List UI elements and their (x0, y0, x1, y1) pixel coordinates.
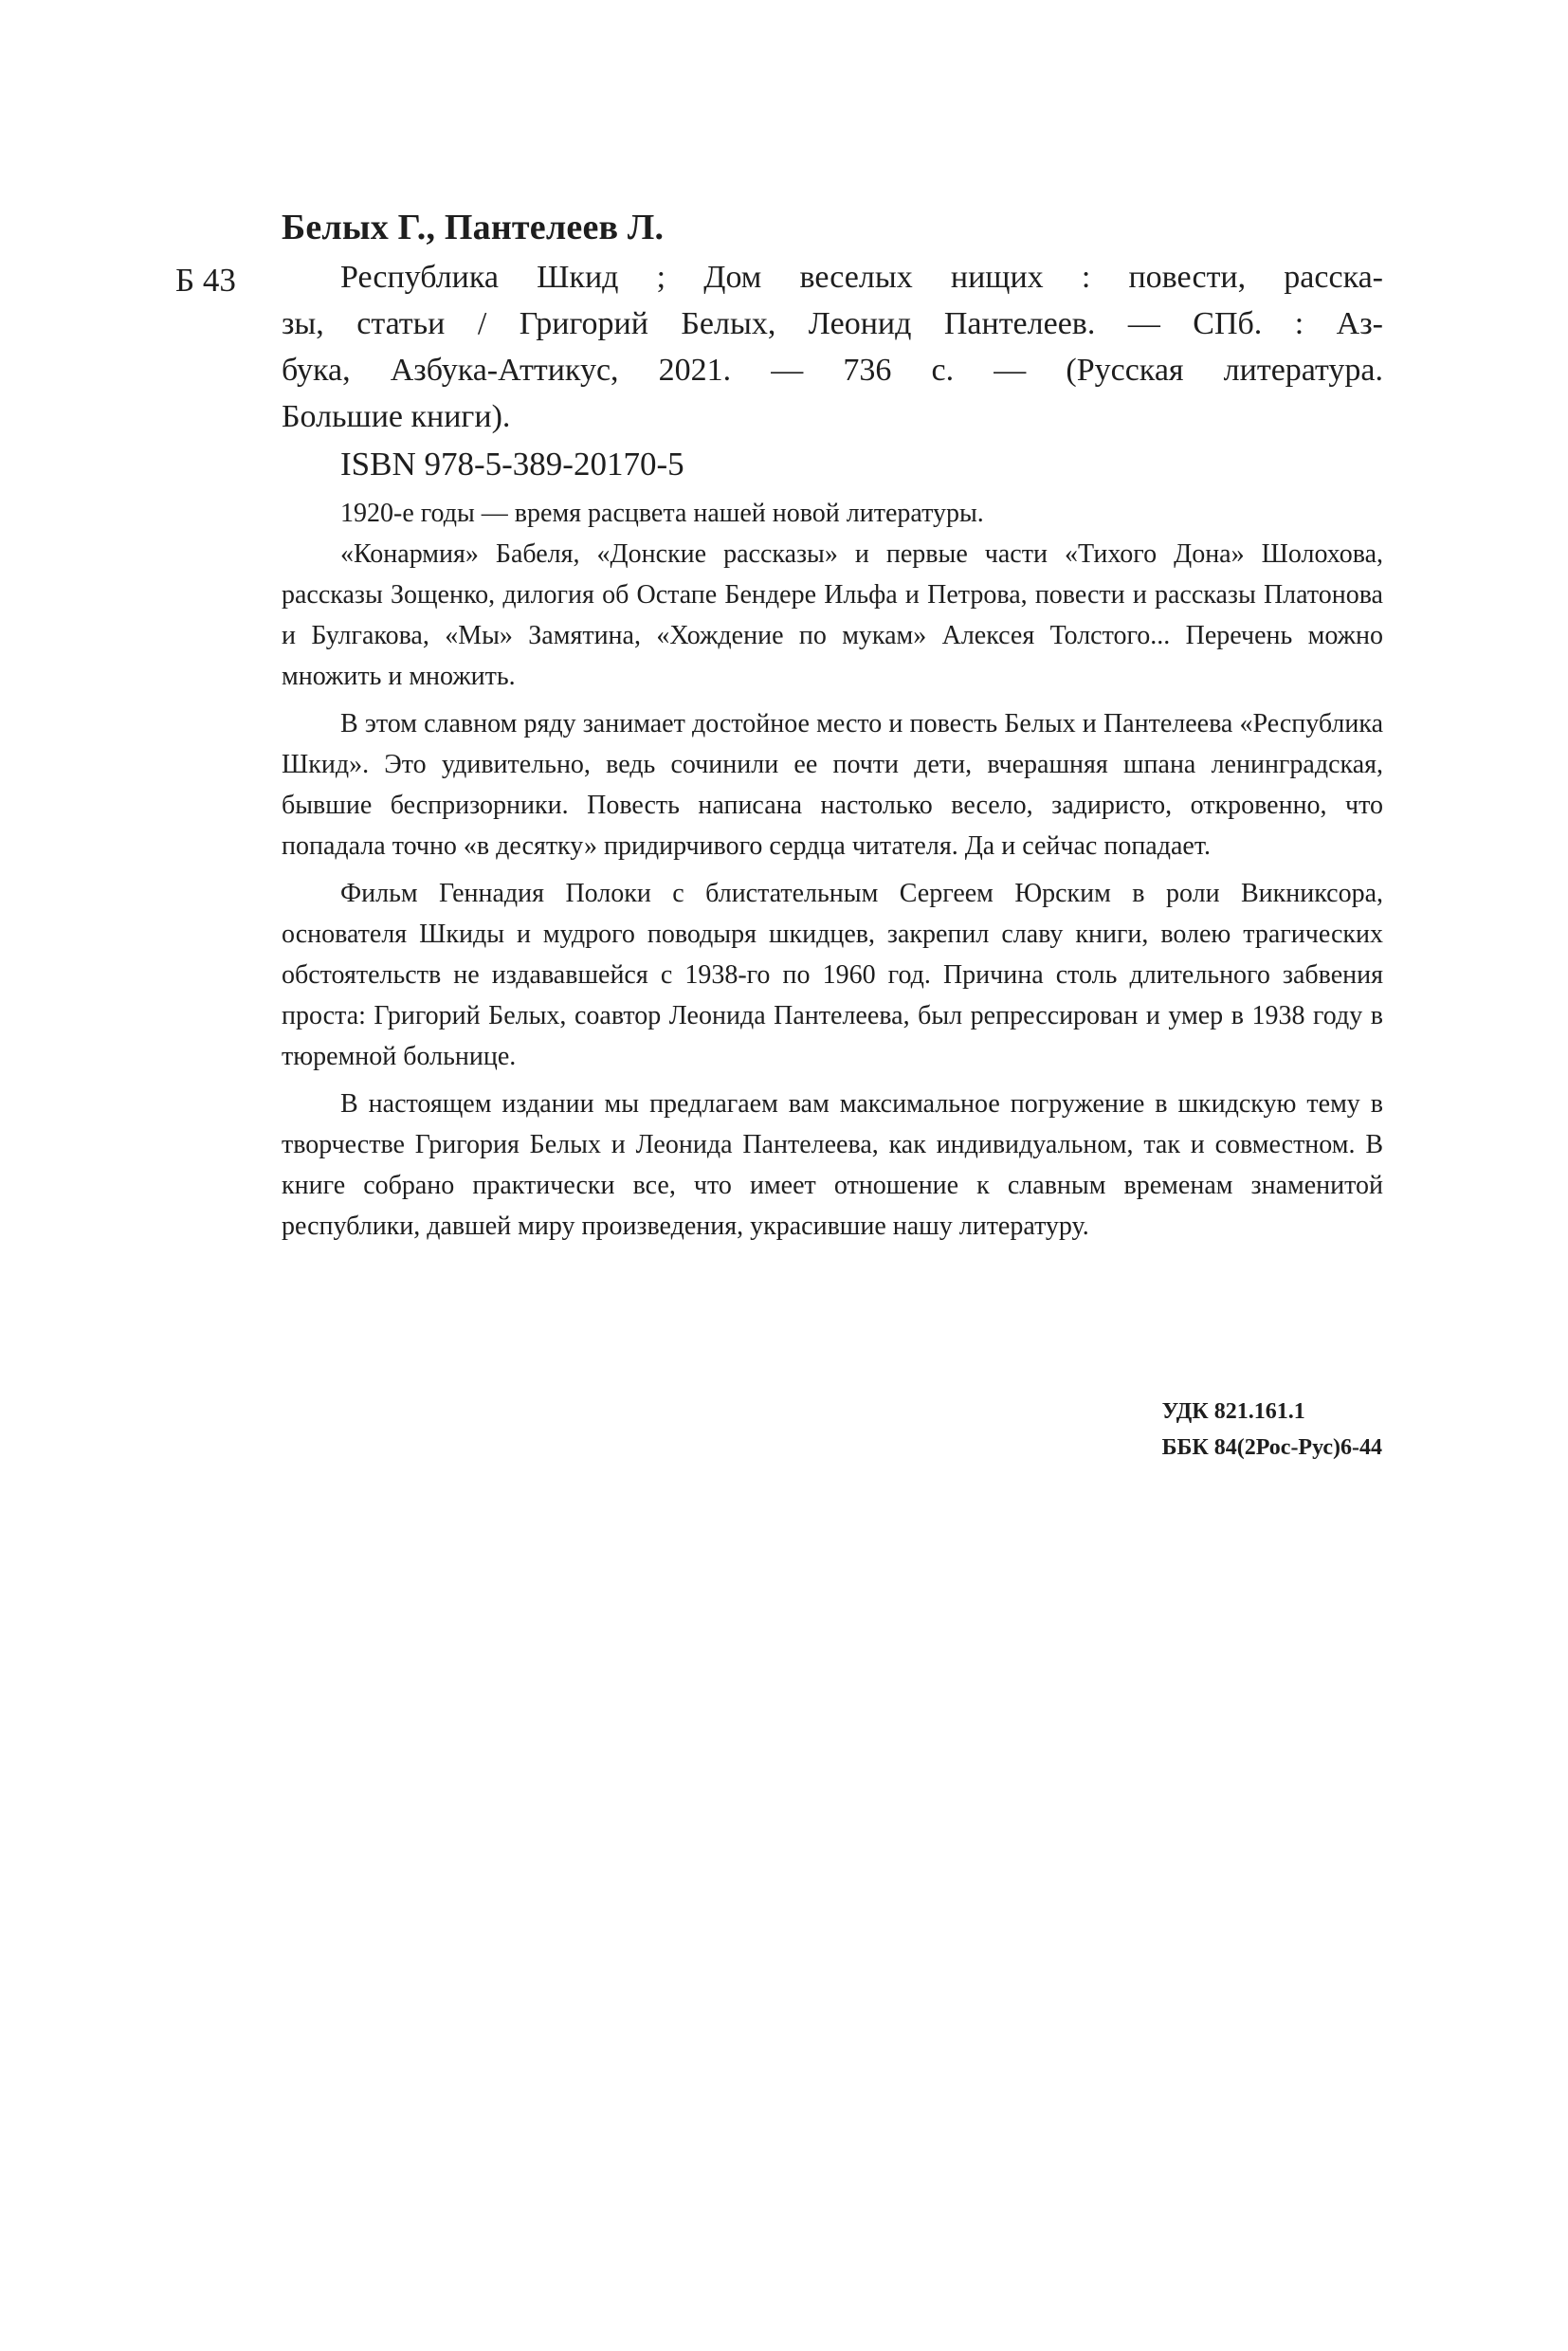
bib-line: Республика Шкид ; Дом веселых нищих : повести, расска- (340, 260, 1383, 295)
annotation-paragraph: 1920-е годы — время расцвета нашей новой литературы. (340, 499, 984, 528)
catalog-code: Б 43 (175, 262, 236, 299)
annotation-paragraph: Фильм Геннадия Полоки с блистательным Сергеем Юрским в роли Викниксора, основателя Шкиды и мудрого поводыря шкидцев, закрепил славу книги, волею трагических обстоятельств не издававшейся с 1938-го по 1960 год. Причина столь длительного забвения проста: Григорий Белых, соавтор Леонида Пантелеева, был репрессирован и умер в 1938 году в тюремной больнице. (282, 879, 1383, 1071)
bib-line: Большие книги). (282, 399, 511, 434)
bib-line: бука, Азбука-Аттикус, 2021. — 736 с. — (Русская литература. (282, 353, 1383, 388)
annotation-paragraph: «Конармия» Бабеля, «Донские рассказы» и первые части «Тихого Дона» Шолохова, рассказы Зощенко, дилогия об Остапе Бендере Ильфа и Петрова, повести и рассказы Платонова и Булгакова, «Мы» Замятина, «Хождение по мукам» Алексея Толстого... Перечень можно множить и множить. (282, 539, 1383, 691)
bibliographic-description (282, 254, 1383, 440)
classification-codes (1162, 1394, 1382, 1466)
author-heading: Белых Г., Пантелеев Л. (282, 208, 665, 247)
annotation-paragraph: В этом славном ряду занимает достойное место и повесть Белых и Пантелеева «Республика Шкид». Это удивительно, ведь сочинили ее почти дети, вчерашняя шпана ленинградская, бывшие беспризорники. Повесть написана настолько весело, задиристо, откровенно, что попадала точно «в десятку» придирчивого сердца читателя. Да и сейчас попадает. (282, 709, 1383, 861)
bib-line: зы, статьи / Григорий Белых, Леонид Пантелеев. — СПб. : Аз- (282, 306, 1383, 341)
annotation-paragraph: В настоящем издании мы предлагаем вам максимальное погружение в шкидскую тему в творчестве Григория Белых и Леонида Пантелеева, как индивидуальном, так и совместном. В книге собрано практически все, что имеет отношение к славным временам знаменитой республики, давшей миру произведения, украсившие нашу литературу. (282, 1089, 1383, 1241)
annotation (282, 493, 1383, 1253)
bbk-code: ББК 84(2Рос-Рус)6-44 (1161, 1435, 1382, 1460)
udk-code: УДК 821.161.1 (1161, 1399, 1305, 1424)
isbn: ISBN 978-5-389-20170-5 (340, 446, 684, 483)
